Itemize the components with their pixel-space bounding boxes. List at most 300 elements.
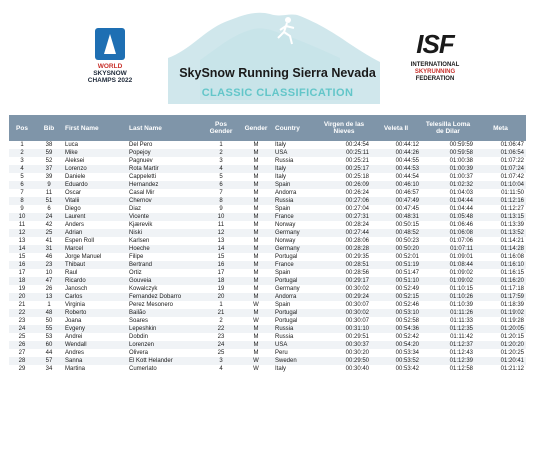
last-name-cell: Hernandez [127,181,203,189]
gender-cell: W [253,302,259,308]
table-row [9,253,526,261]
first-name-cell: Laurent [63,213,127,221]
pos-gender-cell: 25 [217,350,225,356]
meta-time-cell: 01:20:20 [475,341,526,349]
first-name-cell: Lorenzo [63,165,127,173]
veleta-time-cell: 00:44:55 [395,158,419,164]
first-name-cell: Roberto [63,309,127,317]
header [0,0,534,110]
meta-time-cell: 01:13:15 [475,213,526,221]
veleta-time-cell: 00:48:31 [371,213,421,221]
meta-time-cell: 01:18:39 [500,302,524,308]
veleta-time-cell: 00:52:46 [395,302,419,308]
meta-time-cell: 01:11:50 [501,190,524,196]
gender-cell: M [239,181,273,189]
last-name-cell: Hoeche [127,245,203,253]
table-row [9,229,526,237]
virgen-time-cell: 00:31:10 [317,325,371,333]
first-name-cell: Mike [63,149,127,157]
pos-cell: 10 [9,213,35,221]
logo-right-line2: SKYRUNNING [414,69,456,75]
bib-cell: 24 [35,213,63,221]
gender-cell: M [253,286,259,292]
pos-gender-cell: 23 [217,334,225,340]
virgen-time-cell: 00:25:11 [317,149,371,157]
virgen-time-cell: 00:28:51 [317,261,371,269]
gender-cell: M [239,309,273,317]
country-cell: Andorra [273,293,317,301]
veleta-time-cell: 00:52:49 [395,286,419,292]
last-name-cell: Pagnuev [129,158,153,164]
last-name-cell: Niski [127,229,203,237]
virgen-time-cell: 00:25:17 [317,165,371,173]
country-cell: Russia [275,334,294,340]
veleta-time-cell: 00:44:54 [395,174,419,180]
virgen-time-cell: 00:27:04 [345,206,369,212]
meta-time-cell: 01:10:04 [475,181,526,189]
pos-gender-cell: 2 [203,149,239,157]
first-name-cell: Diego [65,206,81,212]
table-row [9,269,526,277]
gender-cell: W [253,318,259,324]
bib-cell: 38 [45,142,53,148]
telesilla-time-cell: 01:04:03 [449,190,473,196]
country-cell: Italy [275,174,287,180]
first-name-cell: Vitalii [63,197,127,205]
bib-cell: 52 [45,158,53,164]
virgen-time-cell: 00:29:51 [345,334,369,340]
virgen-time-cell: 00:30:37 [317,341,371,349]
veleta-time-cell: 00:46:57 [395,190,419,196]
country-cell: Germany [273,229,317,237]
bib-cell: 1 [47,302,51,308]
telesilla-time-cell: 01:09:01 [449,254,473,260]
col-header-first-name: First Name [63,115,127,141]
meta-time-cell: 01:16:20 [475,277,526,285]
country-cell: Sweden [273,357,317,365]
gender-cell: M [253,158,259,164]
country-cell: Russia [273,325,317,333]
last-name-cell: Bailão [127,309,203,317]
pos-gender-cell: 9 [219,206,223,212]
gender-cell: M [239,165,273,173]
pos-cell: 8 [9,197,35,205]
gender-cell: M [239,245,273,253]
country-cell: USA [273,341,317,349]
country-cell: Andorra [275,190,297,196]
gender-cell: M [239,197,273,205]
telesilla-time-cell: 01:10:39 [449,302,473,308]
pos-cell: 27 [18,350,26,356]
virgen-time-cell: 00:27:44 [317,229,371,237]
pos-gender-cell: 2 [219,318,223,324]
telesilla-time-cell: 01:12:35 [421,325,475,333]
first-name-cell: Daniele [65,174,86,180]
country-cell: Russia [273,197,317,205]
pos-gender-cell: 15 [217,254,225,260]
telesilla-time-cell: 01:08:44 [421,261,475,269]
first-name-cell: Virginia [65,302,85,308]
table-row [9,205,526,213]
pos-cell: 9 [20,206,24,212]
bib-cell: 55 [35,325,63,333]
pos-gender-cell: 18 [203,277,239,285]
table-row [9,285,526,293]
country-cell: Spain [273,181,317,189]
table-row [9,333,526,341]
gender-cell: M [239,213,273,221]
first-name-cell: Carlos [63,293,127,301]
meta-time-cell: 01:17:59 [475,293,526,301]
telesilla-time-cell: 01:09:02 [421,277,475,285]
bib-cell: 50 [45,318,53,324]
pos-cell: 28 [9,357,35,365]
last-name-cell: Fernandez Dobarro [127,293,203,301]
table-row [9,309,526,317]
bib-cell: 9 [35,181,63,189]
bib-cell: 34 [45,366,53,372]
table-row [9,213,526,221]
bib-cell: 10 [45,270,53,276]
veleta-time-cell: 00:47:49 [371,197,421,205]
pos-gender-cell: 13 [217,238,225,244]
gender-cell: M [239,229,273,237]
table-row [9,245,526,253]
pos-cell: 12 [9,229,35,237]
pos-gender-cell: 19 [217,286,225,292]
meta-time-cell: 01:07:24 [475,165,526,173]
virgen-time-cell: 00:29:35 [345,254,369,260]
meta-time-cell: 01:16:08 [500,254,524,260]
pos-cell: 17 [18,270,26,276]
pos-gender-cell: 4 [219,366,223,372]
pos-cell: 25 [18,334,26,340]
veleta-time-cell: 00:53:10 [371,309,421,317]
country-cell: Italy [275,142,287,148]
telesilla-time-cell: 00:59:59 [449,142,473,148]
veleta-time-cell: 00:52:42 [395,334,419,340]
virgen-time-cell: 00:30:07 [345,318,369,324]
table-row [9,197,526,205]
telesilla-time-cell: 01:06:08 [421,229,475,237]
meta-time-cell: 01:20:25 [500,350,524,356]
skier-flag-icon [95,28,125,60]
col-header-pos-gender: Pos Gender [203,115,239,141]
pos-cell: 14 [9,245,35,253]
first-name-cell: Marcel [63,245,127,253]
pos-cell: 6 [9,181,35,189]
first-name-cell: Luca [65,142,79,148]
last-name-cell: Chernov [127,197,203,205]
pos-cell: 5 [20,174,24,180]
virgen-time-cell: 00:30:07 [345,302,369,308]
bib-cell: 48 [35,309,63,317]
gender-cell: M [239,293,273,301]
last-name-cell: Casal Mir [129,190,155,196]
country-cell: Portugal [273,277,317,285]
meta-time-cell: 01:12:16 [475,197,526,205]
meta-time-cell: 01:13:39 [500,222,524,228]
pos-gender-cell: 17 [217,270,225,276]
logo-left-line3: CHAMPS 2022 [87,77,133,84]
telesilla-time-cell: 01:04:44 [449,206,473,212]
meta-time-cell: 01:07:42 [500,174,524,180]
last-name-cell: Karlsen [129,238,150,244]
gender-cell: M [239,149,273,157]
veleta-time-cell: 00:54:20 [371,341,421,349]
veleta-time-cell: 00:50:15 [395,222,419,228]
page-title: SkySnow Running Sierra Nevada [179,66,376,80]
telesilla-time-cell: 01:07:06 [449,238,473,244]
pos-cell: 4 [9,165,35,173]
veleta-time-cell: 00:44:12 [395,142,419,148]
last-name-cell: Lepeshkin [127,325,203,333]
last-name-cell: Cappeletti [129,174,157,180]
pos-gender-cell: 1 [219,142,223,148]
bib-cell: 44 [45,350,53,356]
virgen-time-cell: 00:26:24 [345,190,369,196]
telesilla-time-cell: 01:00:38 [449,158,473,164]
telesilla-time-cell: 01:10:26 [421,293,475,301]
veleta-time-cell: 00:54:36 [371,325,421,333]
last-name-cell: Kjærevik [129,222,153,228]
veleta-time-cell: 00:50:20 [371,245,421,253]
gender-cell: M [239,325,273,333]
virgen-time-cell: 00:29:24 [317,293,371,301]
meta-time-cell: 01:16:15 [500,270,524,276]
gender-cell: M [239,277,273,285]
virgen-time-cell: 00:29:17 [317,277,371,285]
table-row [9,261,526,269]
virgen-time-cell: 00:25:21 [345,158,369,164]
first-name-cell: Aleksei [65,158,85,164]
table-row [9,325,526,333]
telesilla-time-cell: 01:06:46 [449,222,473,228]
pos-cell: 21 [18,302,26,308]
veleta-time-cell: 00:53:42 [395,366,419,372]
gender-cell: W [239,357,273,365]
country-cell: Italy [275,366,287,372]
virgen-time-cell: 00:28:56 [345,270,369,276]
pos-cell: 3 [20,158,24,164]
last-name-cell: Gouveia [127,277,203,285]
pos-gender-cell: 8 [203,197,239,205]
gender-cell: M [239,261,273,269]
telesilla-time-cell: 01:11:26 [421,309,475,317]
country-cell: Spain [275,302,291,308]
meta-time-cell: 01:13:52 [475,229,526,237]
veleta-time-cell: 00:50:23 [395,238,419,244]
pos-cell: 26 [9,341,35,349]
table-row [9,357,526,365]
bib-cell: 11 [45,190,53,196]
gender-cell: M [253,334,259,340]
bib-cell: 47 [35,277,63,285]
veleta-time-cell: 00:51:19 [371,261,421,269]
gender-cell: M [253,222,259,228]
pos-cell: 15 [18,254,26,260]
pos-cell: 7 [20,190,24,196]
telesilla-time-cell: 01:02:32 [421,181,475,189]
telesilla-time-cell: 00:59:58 [421,149,475,157]
virgen-time-cell: 00:28:24 [345,222,369,228]
virgen-time-cell: 00:25:18 [345,174,369,180]
col-header-virgen: Virgen de las Nieves [317,115,371,141]
bib-cell: 37 [35,165,63,173]
isf-skier-icon: ISF [416,29,454,59]
col-header-pos: Pos [9,115,35,141]
veleta-time-cell: 00:52:58 [395,318,419,324]
telesilla-time-cell: 01:12:43 [449,350,473,356]
telesilla-time-cell: 01:07:11 [421,245,475,253]
meta-time-cell: 01:20:15 [500,334,524,340]
meta-time-cell: 01:17:18 [500,286,524,292]
meta-time-cell: 01:16:10 [475,261,526,269]
pos-cell: 20 [9,293,35,301]
table-row [9,341,526,349]
first-name-cell: Jorge Manuel [65,254,102,260]
country-cell: Portugal [275,318,298,324]
first-name-cell: Wendall [63,341,127,349]
table-header-row [9,115,526,141]
first-name-cell: Andres [65,350,85,356]
world-skysnow-champs-logo [80,28,140,84]
table-row [9,189,526,197]
virgen-time-cell: 00:28:06 [345,238,369,244]
country-cell: Norway [275,238,296,244]
meta-time-cell: 01:19:02 [475,309,526,317]
virgen-time-cell: 00:30:02 [345,286,369,292]
col-header-bib: Bib [35,115,63,141]
veleta-time-cell: 00:53:52 [371,357,421,365]
telesilla-time-cell: 01:12:58 [449,366,473,372]
bib-cell: 23 [35,261,63,269]
country-cell: Norway [275,222,296,228]
veleta-time-cell: 00:44:26 [371,149,421,157]
col-header-telesilla: Telesilla Loma de Dilar [421,115,475,141]
pos-gender-cell: 7 [219,190,223,196]
gender-cell: M [253,238,259,244]
last-name-cell: Diaz [129,206,142,212]
telesilla-time-cell: 01:11:33 [450,318,473,324]
table-row [9,221,526,229]
virgen-time-cell: 00:27:06 [317,197,371,205]
veleta-time-cell: 00:51:10 [371,277,421,285]
last-name-cell: Ortiz [129,270,142,276]
bib-cell: 6 [47,206,51,212]
bib-cell: 39 [45,174,53,180]
pos-gender-cell: 16 [203,261,239,269]
gender-cell: M [253,174,259,180]
bib-cell: 13 [35,293,63,301]
first-name-cell: Martina [65,366,86,372]
table-row [9,165,526,173]
pos-cell: 24 [9,325,35,333]
page-subtitle: CLASSIC CLASSIFICATION [201,87,354,99]
gender-cell: M [253,350,259,356]
country-cell: Germany [275,286,300,292]
pos-gender-cell: 14 [203,245,239,253]
pos-cell: 18 [9,277,35,285]
telesilla-time-cell: 01:12:37 [421,341,475,349]
bib-cell: 46 [45,254,53,260]
pos-gender-cell: 3 [203,357,239,365]
pos-gender-cell: 22 [203,325,239,333]
veleta-time-cell: 00:48:52 [371,229,421,237]
bib-cell: 53 [45,334,53,340]
last-name-cell: El Kott Helander [127,357,203,365]
pos-gender-cell: 10 [203,213,239,221]
country-cell: Germany [273,245,317,253]
last-name-cell: Lorenzen [127,341,203,349]
pos-cell: 19 [18,286,26,292]
meta-time-cell: 01:06:54 [475,149,526,157]
table-row [9,349,526,357]
pos-cell: 11 [18,222,26,228]
gender-cell: M [253,254,259,260]
meta-time-cell: 01:14:28 [475,245,526,253]
country-cell: Peru [275,350,288,356]
country-cell: Italy [273,165,317,173]
table-row [9,293,526,301]
pos-gender-cell: 20 [203,293,239,301]
logo-left-line2: SKYSNOW [93,70,127,77]
bib-cell: 59 [35,149,63,157]
col-header-last-name: Last Name [127,115,203,141]
pos-gender-cell: 1 [219,302,223,308]
col-header-meta: Meta [475,115,526,141]
virgen-time-cell: 00:26:09 [317,181,371,189]
first-name-cell: Oscar [65,190,82,196]
pos-gender-cell: 3 [219,158,223,164]
logo-right-line1: INTERNATIONAL [410,62,460,68]
bib-cell: 26 [45,286,53,292]
last-name-cell: Soares [129,318,149,324]
meta-time-cell: 01:19:28 [500,318,524,324]
bib-cell: 42 [45,222,53,228]
gender-cell: M [253,142,259,148]
last-name-cell: Bertrand [127,261,203,269]
pos-cell: 1 [20,142,24,148]
pos-gender-cell: 6 [203,181,239,189]
country-cell: Portugal [275,254,298,260]
logo-right-line3: FEDERATION [415,76,455,82]
country-cell: USA [273,149,317,157]
pos-cell: 16 [9,261,35,269]
telesilla-time-cell: 01:12:39 [421,357,475,365]
last-name-cell: Olivera [129,350,149,356]
bib-cell: 60 [35,341,63,349]
last-name-cell: Filipe [129,254,144,260]
pos-cell: 2 [9,149,35,157]
first-name-cell: Evgeny [63,325,127,333]
country-cell: Spain [275,270,291,276]
country-cell: France [273,261,317,269]
country-cell: Portugal [273,309,317,317]
telesilla-time-cell: 01:10:15 [449,286,473,292]
first-name-cell: Thibaut [63,261,127,269]
last-name-cell: Vicente [127,213,203,221]
meta-time-cell: 01:06:47 [500,142,524,148]
virgen-time-cell: 00:30:20 [345,350,369,356]
country-cell: Spain [275,206,291,212]
gender-cell: W [253,366,259,372]
table-row [9,173,526,181]
virgen-time-cell: 00:30:40 [345,366,369,372]
table-row [9,277,526,285]
bib-cell: 25 [35,229,63,237]
first-name-cell: Joana [65,318,82,324]
